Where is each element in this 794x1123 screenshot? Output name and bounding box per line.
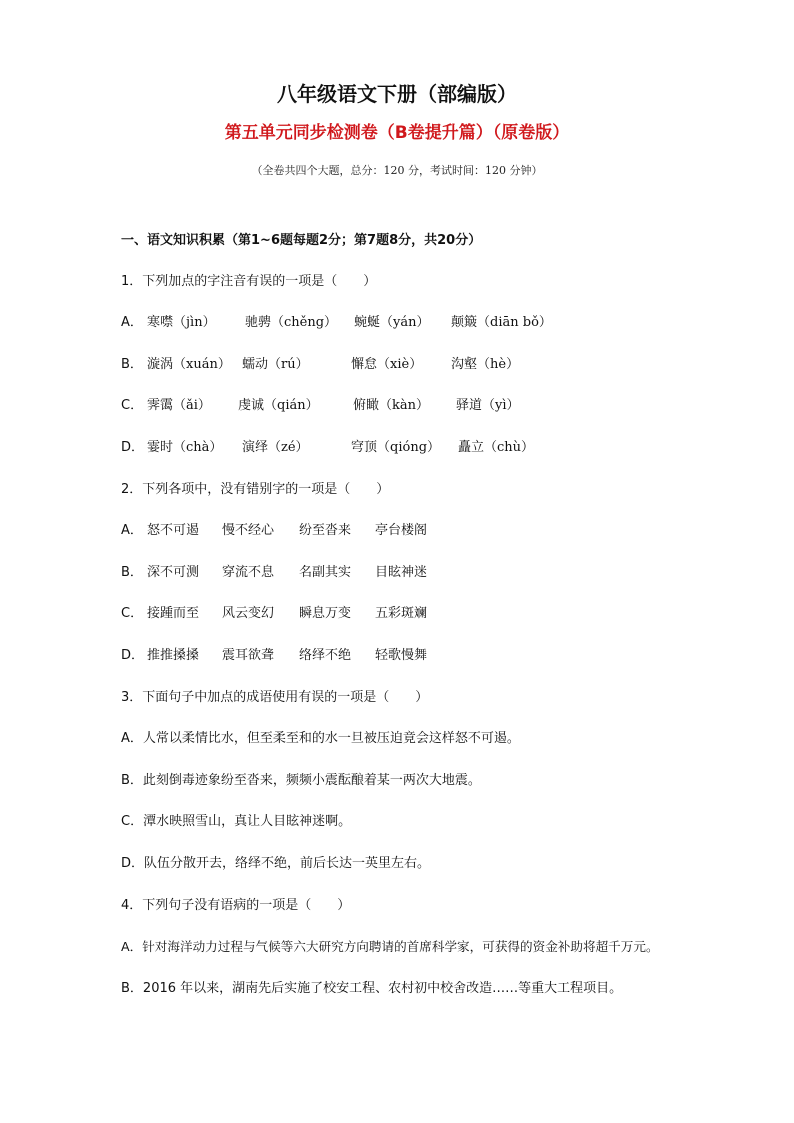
- q1-a-item-4: 颠簸（diān bǒ）: [451, 315, 552, 330]
- q2-option-b: [121, 563, 721, 583]
- exam-info-note: （全卷共四个大题，总分：120 分，考试时间：120 分钟）: [251, 164, 543, 177]
- q1-a-item-3: 蜿蜒（yán）: [354, 315, 430, 330]
- q3-option-d: D．队伍分散开去，络绎不绝，前后长达一英里左右。: [121, 856, 431, 871]
- option-label: B．: [121, 565, 143, 580]
- q1-option-c: [121, 396, 721, 416]
- q2-option-a: [121, 521, 721, 541]
- q2-option-d: [121, 646, 721, 666]
- option-label: C．: [121, 398, 144, 413]
- q1-b-item-1: 漩涡（xuán）: [147, 357, 231, 372]
- q2-a-item-4: 亭台楼阁: [375, 523, 428, 538]
- q2-c-item-4: 五彩斑斓: [375, 606, 428, 621]
- q1-option-a: [121, 313, 721, 333]
- q4-option-a: A．针对海洋动力过程与气候等六大研究方向聘请的首席科学家，可获得的资金补助将超千万元。: [121, 939, 659, 954]
- q3-option-a: A．人常以柔情比水，但至柔至和的水一旦被压迫竟会这样怒不可遏。: [121, 731, 520, 746]
- q1-d-item-1: 霎时（chà）: [147, 440, 223, 455]
- q2-option-c: [121, 604, 721, 624]
- q2-b-item-2: 穿流不息: [222, 565, 275, 580]
- q2-d-item-3: 络绎不绝: [299, 648, 352, 663]
- option-label: B．: [121, 357, 143, 372]
- q2-d-item-1: 推推搡搡: [147, 648, 200, 663]
- q2-c-item-3: 瞬息万变: [299, 606, 352, 621]
- q2-c-item-1: 接踵而至: [147, 606, 200, 621]
- q2-c-item-2: 风云变幻: [222, 606, 275, 621]
- q1-d-item-3: 穹顶（qióng）: [351, 440, 441, 455]
- q2-d-item-4: 轻歌慢舞: [375, 648, 428, 663]
- question-1-stem: 1．下列加点的字注音有误的一项是（ ）: [121, 274, 377, 289]
- q2-b-item-3: 名副其实: [299, 565, 352, 580]
- document-subtitle: 第五单元同步检测卷（B卷提升篇）（原卷版）: [224, 123, 570, 143]
- option-label: D．: [121, 440, 145, 455]
- q2-d-item-2: 震耳欲聋: [222, 648, 275, 663]
- q2-a-item-3: 纷至沓来: [299, 523, 352, 538]
- q1-a-item-2: 驰骋（chěng）: [245, 315, 338, 330]
- q1-option-d: [121, 438, 721, 458]
- question-2-stem: 2．下列各项中，没有错别字的一项是（ ）: [121, 482, 390, 497]
- question-4-stem: 4．下列句子没有语病的一项是（ ）: [121, 898, 351, 913]
- option-label: C．: [121, 606, 144, 621]
- q2-b-item-4: 目眩神迷: [375, 565, 428, 580]
- q3-option-b: B．此刻倒毒迹象纷至沓来，频频小震酝酿着某一两次大地震。: [121, 773, 481, 788]
- q2-a-item-1: 怒不可遏: [147, 523, 200, 538]
- q1-c-item-2: 虔诚（qián）: [238, 398, 319, 413]
- q1-d-item-2: 演绎（zé）: [242, 440, 309, 455]
- q1-option-b: [121, 355, 721, 375]
- q1-c-item-1: 霁霭（ǎi）: [147, 398, 211, 413]
- q1-b-item-2: 蠕动（rú）: [242, 357, 309, 372]
- q1-c-item-3: 俯瞰（kàn）: [353, 398, 430, 413]
- q2-b-item-1: 深不可测: [147, 565, 200, 580]
- document-title: 八年级语文下册（部编版）: [277, 82, 517, 106]
- q1-b-item-3: 懈怠（xiè）: [351, 357, 423, 372]
- q1-b-item-4: 沟壑（hè）: [451, 357, 520, 372]
- q1-a-item-1: 寒噤（jìn）: [147, 315, 216, 330]
- question-3-stem: 3．下面句子中加点的成语使用有误的一项是（ ）: [121, 690, 429, 705]
- option-label: A．: [121, 523, 143, 538]
- q1-d-item-4: 矗立（chù）: [458, 440, 535, 455]
- section-heading: 一、语文知识积累（第1~6题每题2分；第7题8分，共20分）: [121, 233, 482, 248]
- q2-a-item-2: 慢不经心: [222, 523, 275, 538]
- option-label: A．: [121, 315, 143, 330]
- option-label: D．: [121, 648, 145, 663]
- q1-c-item-4: 驿道（yì）: [456, 398, 520, 413]
- q3-option-c: C．潭水映照雪山，真让人目眩神迷啊。: [121, 814, 352, 829]
- q4-option-b: B．2016 年以来，湖南先后实施了校安工程、农村初中校舍改造……等重大工程项目。: [121, 981, 623, 996]
